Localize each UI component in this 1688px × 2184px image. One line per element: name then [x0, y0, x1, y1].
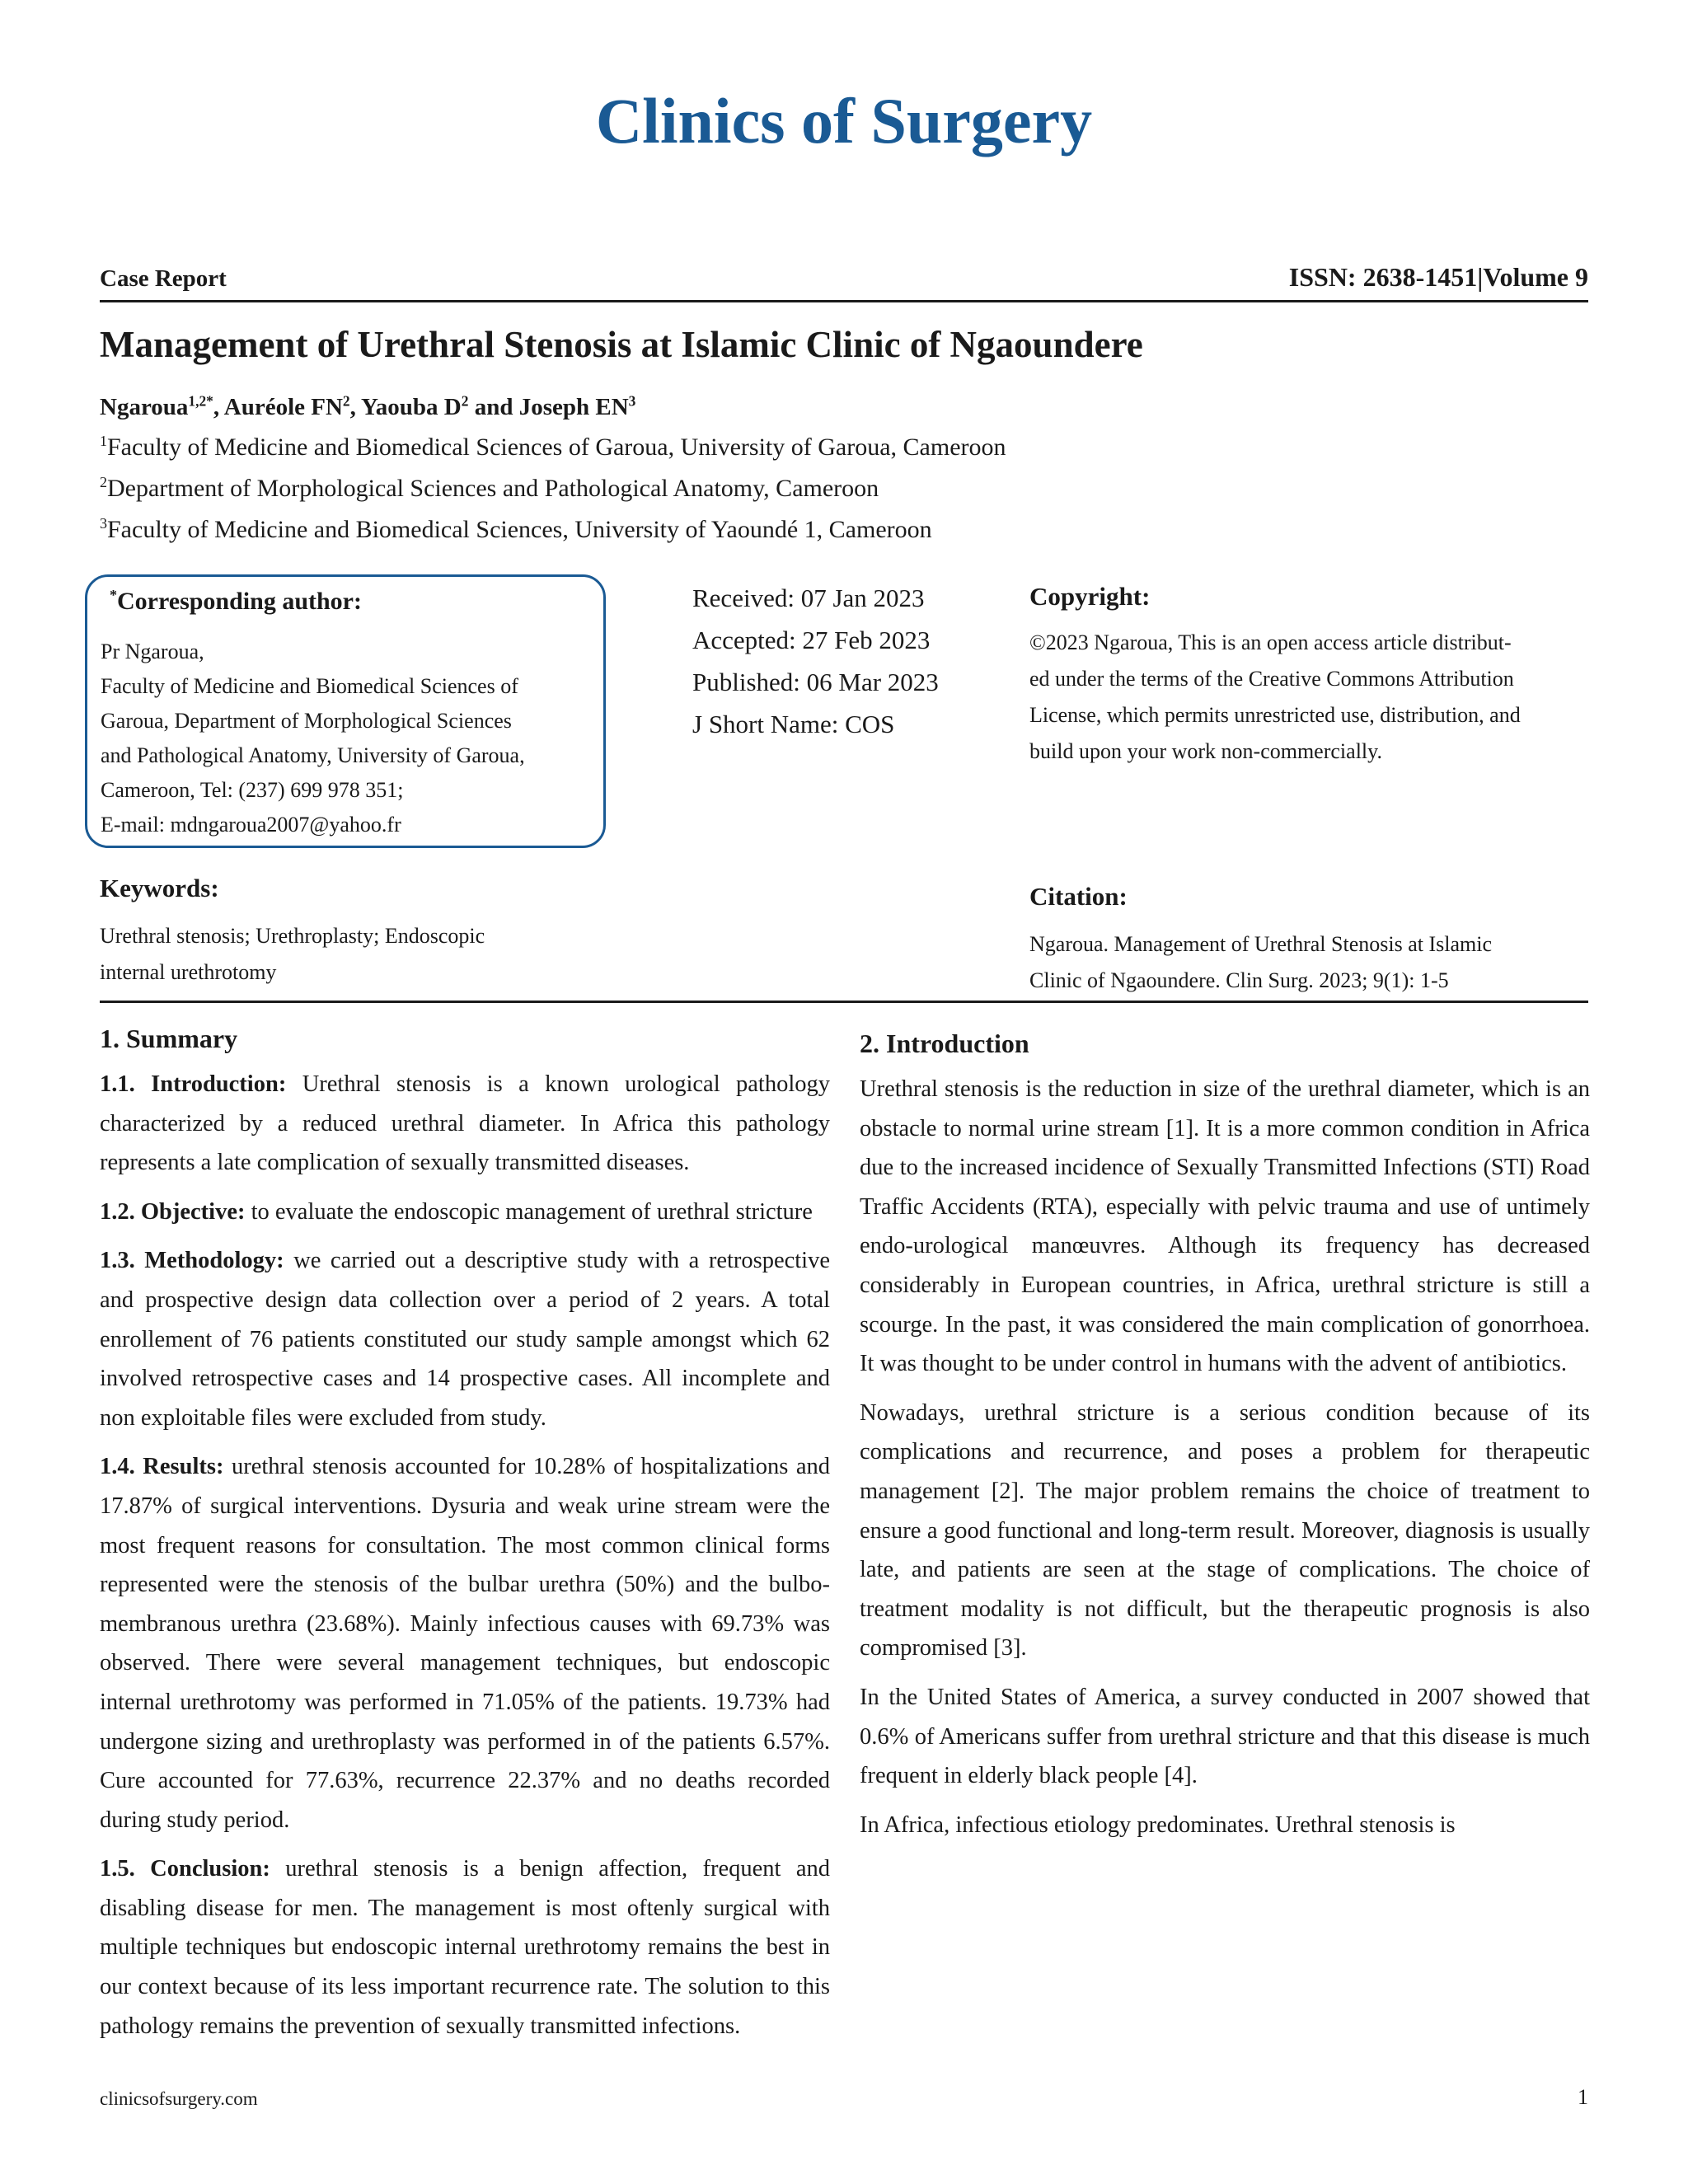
accepted-date: Accepted: 27 Feb 2023 [692, 626, 931, 654]
citation-line: Ngaroua. Management of Urethral Stenosis at Islamic [1029, 932, 1492, 956]
article-title: Management of Urethral Stenosis at Islamic Clinic of Ngaoundere [100, 324, 1143, 365]
affiliation-text: Faculty of Medicine and Biomedical Sciences, University of Yaoundé 1, Cameroon [107, 516, 932, 543]
corresponding-line: Pr Ngaroua, [101, 640, 204, 663]
summary-paragraph: urethral stenosis is a benign affection, frequent and disabling disease for men. The management is most oftenly surgical with multiple techniques but endoscopic internal urethrotomy remains the best in our context because of its less important recurrence rate. The solution to this pathology remains the prevention of sexually transmitted infections. [100, 1856, 830, 2039]
introduction-paragraph: Nowadays, urethral stricture is a serious condition because of its complications and recurrence, and poses a problem for therapeutic management [2]. The major problem remains the choice of treatment to ensure a good functional and long-term result. Moreover, diagnosis is usually late, and patients are seen at the stage of complications. The choice of treatment modality is not difficult, but the therapeutic prognosis is also compromised [3]. [860, 1399, 1590, 1661]
citation-heading: Citation: [1029, 882, 1128, 911]
copyright-line: License, which permits unrestricted use, distribution, and [1029, 703, 1521, 727]
summary-label: 1.4. Results: [100, 1454, 224, 1480]
corresponding-heading-text: Corresponding author: [117, 588, 362, 615]
author-sup: 2 [342, 392, 350, 410]
journal-title: Clinics of Surgery [595, 85, 1093, 157]
author-name: , Auréole FN [213, 394, 343, 420]
affiliation-sup: 2 [100, 474, 107, 491]
affiliation-2 [100, 475, 879, 503]
corresponding-author-heading [110, 588, 362, 616]
copyright-line: ©2023 Ngaroua, This is an open access article distribut- [1029, 630, 1512, 654]
author-sup: 1,2* [188, 392, 213, 410]
corresponding-line: Faculty of Medicine and Biomedical Sciences of [101, 674, 518, 698]
introduction-column [860, 1025, 1590, 1854]
summary-paragraph: to evaluate the endoscopic management of urethral stricture [245, 1198, 813, 1225]
keywords-heading: Keywords: [100, 874, 219, 902]
introduction-heading: 2. Introduction [860, 1029, 1029, 1058]
copyright-line: build upon your work non-commercially. [1029, 739, 1382, 763]
author-sup: 2 [461, 392, 469, 410]
summary-introduction [100, 1065, 830, 1183]
summary-label: 1.2. Objective: [100, 1198, 246, 1225]
summary-objective [100, 1193, 830, 1232]
article-dates [692, 577, 939, 745]
author-list [100, 394, 635, 421]
keywords-text [100, 918, 485, 991]
author-sup: 3 [628, 392, 636, 410]
issn-volume: ISSN: 2638-1451|Volume 9 [1288, 262, 1588, 292]
summary-paragraph: urethral stenosis accounted for 10.28% of hospitalizations and 17.87% of surgical interventions. Dysuria and weak urine stream were the most frequent reasons for consultation. The most common clinical forms represented were the stenosis of the bulbar urethra (50%) and the bulbo-membranous urethra (23.68%). Mainly infectious causes with 69.73% was observed. There were several management techniques, but endoscopic internal urethrotomy was performed in 71.05% of the patients. 19.73% had undergone sizing and urethroplasty was performed in of the patients 6.57%. Cure accounted for 77.63%, recurrence 22.37% and no deaths recorded during study period. [100, 1454, 830, 1833]
header-rule [100, 300, 1588, 302]
corresponding-line: and Pathological Anatomy, University of Garoua, [101, 743, 525, 767]
author-name: and Joseph EN [468, 394, 629, 420]
summary-paragraph: Urethral stenosis is a known urological pathology characterized by a reduced urethral diameter. In Africa this pathology represents a late complication of sexually transmitted diseases. [100, 1071, 830, 1176]
article-type: Case Report [100, 265, 227, 292]
copyright-text [1029, 625, 1521, 770]
front-matter-rule [100, 1001, 1588, 1003]
published-date: Published: 06 Mar 2023 [692, 668, 939, 696]
citation-text [1029, 926, 1492, 999]
corresponding-line: Garoua, Department of Morphological Sciences [101, 709, 512, 733]
corresponding-line: Cameroon, Tel: (237) 699 978 351; [101, 778, 404, 802]
citation-line: Clinic of Ngaoundere. Clin Surg. 2023; 9(1): 1-5 [1029, 968, 1449, 992]
copyright-heading: Copyright: [1029, 582, 1151, 611]
footer-website: clinicsofsurgery.com [100, 2088, 258, 2109]
summary-conclusion [100, 1849, 830, 2046]
affiliation-text: Faculty of Medicine and Biomedical Sciences of Garoua, University of Garoua, Cameroon [107, 434, 1006, 461]
summary-methodology [100, 1241, 830, 1437]
received-date: Received: 07 Jan 2023 [692, 583, 925, 612]
author-name: Ngaroua [100, 394, 189, 420]
summary-heading: 1. Summary [100, 1024, 238, 1053]
journal-short-name: J Short Name: COS [692, 710, 895, 738]
summary-label: 1.1. Introduction: [100, 1071, 287, 1097]
keywords-line: Urethral stenosis; Urethroplasty; Endoscopic [100, 924, 485, 948]
page-number: 1 [1578, 2085, 1588, 2109]
affiliation-3 [100, 516, 932, 544]
affiliation-1 [100, 434, 1006, 462]
corresponding-sup: * [110, 587, 117, 604]
corresponding-email: E-mail: mdngaroua2007@yahoo.fr [101, 813, 401, 837]
author-name: , Yaouba D [349, 394, 462, 420]
introduction-paragraph: In the United States of America, a survey conducted in 2007 showed that 0.6% of Americans suffer from urethral stricture and that this disease is much frequent in elderly black people [4]. [860, 1684, 1590, 1789]
introduction-paragraph: In Africa, infectious etiology predominates. Urethral stenosis is [860, 1811, 1456, 1838]
summary-paragraph: we carried out a descriptive study with a retrospective and prospective design data collection over a period of 2 years. A total enrollement of 76 patients constituted our study sample amongst which 62 involved retrospective cases and 14 prospective cases. All incomplete and non exploitable files were excluded from study. [100, 1248, 830, 1431]
affiliation-sup: 3 [100, 515, 107, 532]
summary-label: 1.3. Methodology: [100, 1248, 284, 1274]
introduction-paragraph: Urethral stenosis is the reduction in size of the urethral diameter, which is an obstacle to normal urine stream [1]. It is a more common condition in Africa due to the increased incidence of Sexually Transmitted Infections (STI) Road Traffic Accidents (RTA), especially with pelvic trauma and use of untimely endo-urological manœuvres. Although its frequency has decreased considerably in European countries, in Africa, urethral stricture is still a scourge. In the past, it was considered the main complication of gonorrhoea. It was thought to be under control in humans with the advent of antibiotics. [860, 1076, 1590, 1377]
summary-column [100, 1020, 830, 2055]
corresponding-author-details [101, 635, 599, 842]
affiliation-sup: 1 [100, 433, 107, 450]
affiliation-text: Department of Morphological Sciences and Pathological Anatomy, Cameroon [107, 475, 879, 502]
summary-label: 1.5. Conclusion: [100, 1856, 270, 1882]
summary-results [100, 1447, 830, 1840]
copyright-line: ed under the terms of the Creative Commons Attribution [1029, 667, 1514, 691]
keywords-line: internal urethrotomy [100, 960, 277, 984]
